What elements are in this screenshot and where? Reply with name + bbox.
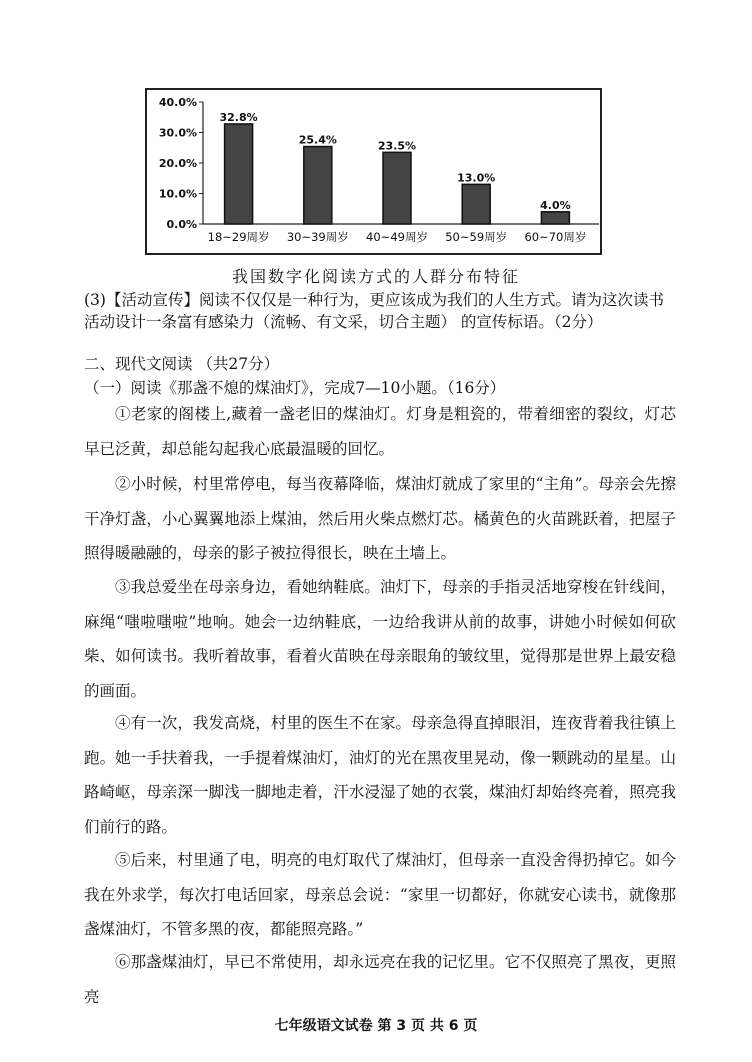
bar — [383, 152, 411, 224]
bar-value-label: 32.8% — [219, 110, 258, 124]
y-tick-label: 40.0% — [158, 96, 197, 109]
bar-value-label: 4.0% — [540, 198, 571, 212]
section-heading: 二、现代文阅读 （共27分） — [84, 355, 280, 373]
bar — [462, 184, 490, 224]
reading-subheading: （一）阅读《那盏不熄的煤油灯》，完成7—10小题。（16分） — [84, 379, 506, 397]
paragraph-6: ⑥那盏煤油灯，早已不常使用，却永远亮在我的记忆里。它不仅照亮了黑夜，更照亮 — [84, 953, 676, 1006]
chart-caption: 我国数字化阅读方式的人群分布特征 — [231, 267, 520, 286]
y-tick-label: 0.0% — [166, 218, 197, 231]
bar — [225, 124, 253, 224]
bar-value-label: 13.0% — [457, 171, 496, 185]
question-3-line-1: (3)【活动宣传】阅读不仅仅是一种行为，更应该成为我们的人生方式。请为这次读书 — [84, 291, 664, 309]
page-footer: 七年级语文试卷 第 3 页 共 6 页 — [274, 1018, 478, 1034]
bar — [304, 147, 332, 224]
x-category-label: 30~39周岁 — [286, 230, 349, 244]
question-3-line-2: 活动设计一条富有感染力（流畅、有文采，切合主题） 的宣传标语。（2分） — [84, 313, 603, 331]
bar-value-label: 23.5% — [377, 139, 417, 153]
bar — [541, 212, 569, 224]
x-category-label: 18~29周岁 — [207, 230, 270, 244]
bar-chart — [145, 88, 602, 255]
paragraph-3: ③我总爱坐在母亲身边，看她纳鞋底。油灯下，母亲的手指灵活地穿梭在针线间，麻绳“嗤啦嗤啦”地响。她会一边纳鞋底，一边给我讲从前的故事，讲她小时候如何砍柴、如何读书。我听着故事，看着火苗映在母亲眼角的皱纹里，觉得那是世界上最安稳的画面。 — [84, 578, 676, 700]
x-category-label: 60~70周岁 — [524, 230, 587, 244]
x-category-label: 50~59周岁 — [445, 230, 508, 244]
paragraph-4: ④有一次，我发高烧，村里的医生不在家。母亲急得直掉眼泪，连夜背着我往镇上跑。她一手扶着我，一手提着煤油灯，油灯的光在黑夜里晃动，像一颗跳动的星星。山路崎岖，母亲深一脚浅一脚地走着，汗水浸湿了她的衣裳，煤油灯却始终亮着，照亮我们前行的路。 — [84, 714, 676, 836]
x-category-label: 40~49周岁 — [366, 230, 428, 244]
bar-value-label: 25.4% — [298, 133, 337, 147]
y-tick-label: 30.0% — [158, 126, 197, 140]
paragraph-5: ⑤后来，村里通了电，明亮的电灯取代了煤油灯，但母亲一直没舍得扔掉它。如今我在外求学，每次打电话回家，母亲总会说：“家里一切都好，你就安心读书，就像那盏煤油灯，不管多黑的夜，都能照亮路。” — [84, 851, 676, 938]
paragraph-2: ②小时候，村里常停电，每当夜幕降临，煤油灯就成了家里的“主角”。母亲会先擦干净灯盏，小心翼翼地添上煤油，然后用火柴点燃灯芯。橘黄色的火苗跳跃着，把屋子照得暖融融的，母亲的影子被拉得很长，映在土墙上。 — [84, 475, 676, 562]
y-tick-label: 10.0% — [158, 187, 197, 201]
paragraph-1: ①老家的阁楼上,藏着一盏老旧的煤油灯。灯身是粗瓷的，带着细密的裂纹，灯芯早已泛黄，却总能勾起我心底最温暖的回忆。 — [84, 405, 676, 458]
y-tick-label: 20.0% — [158, 157, 197, 170]
question-3 — [84, 289, 676, 333]
